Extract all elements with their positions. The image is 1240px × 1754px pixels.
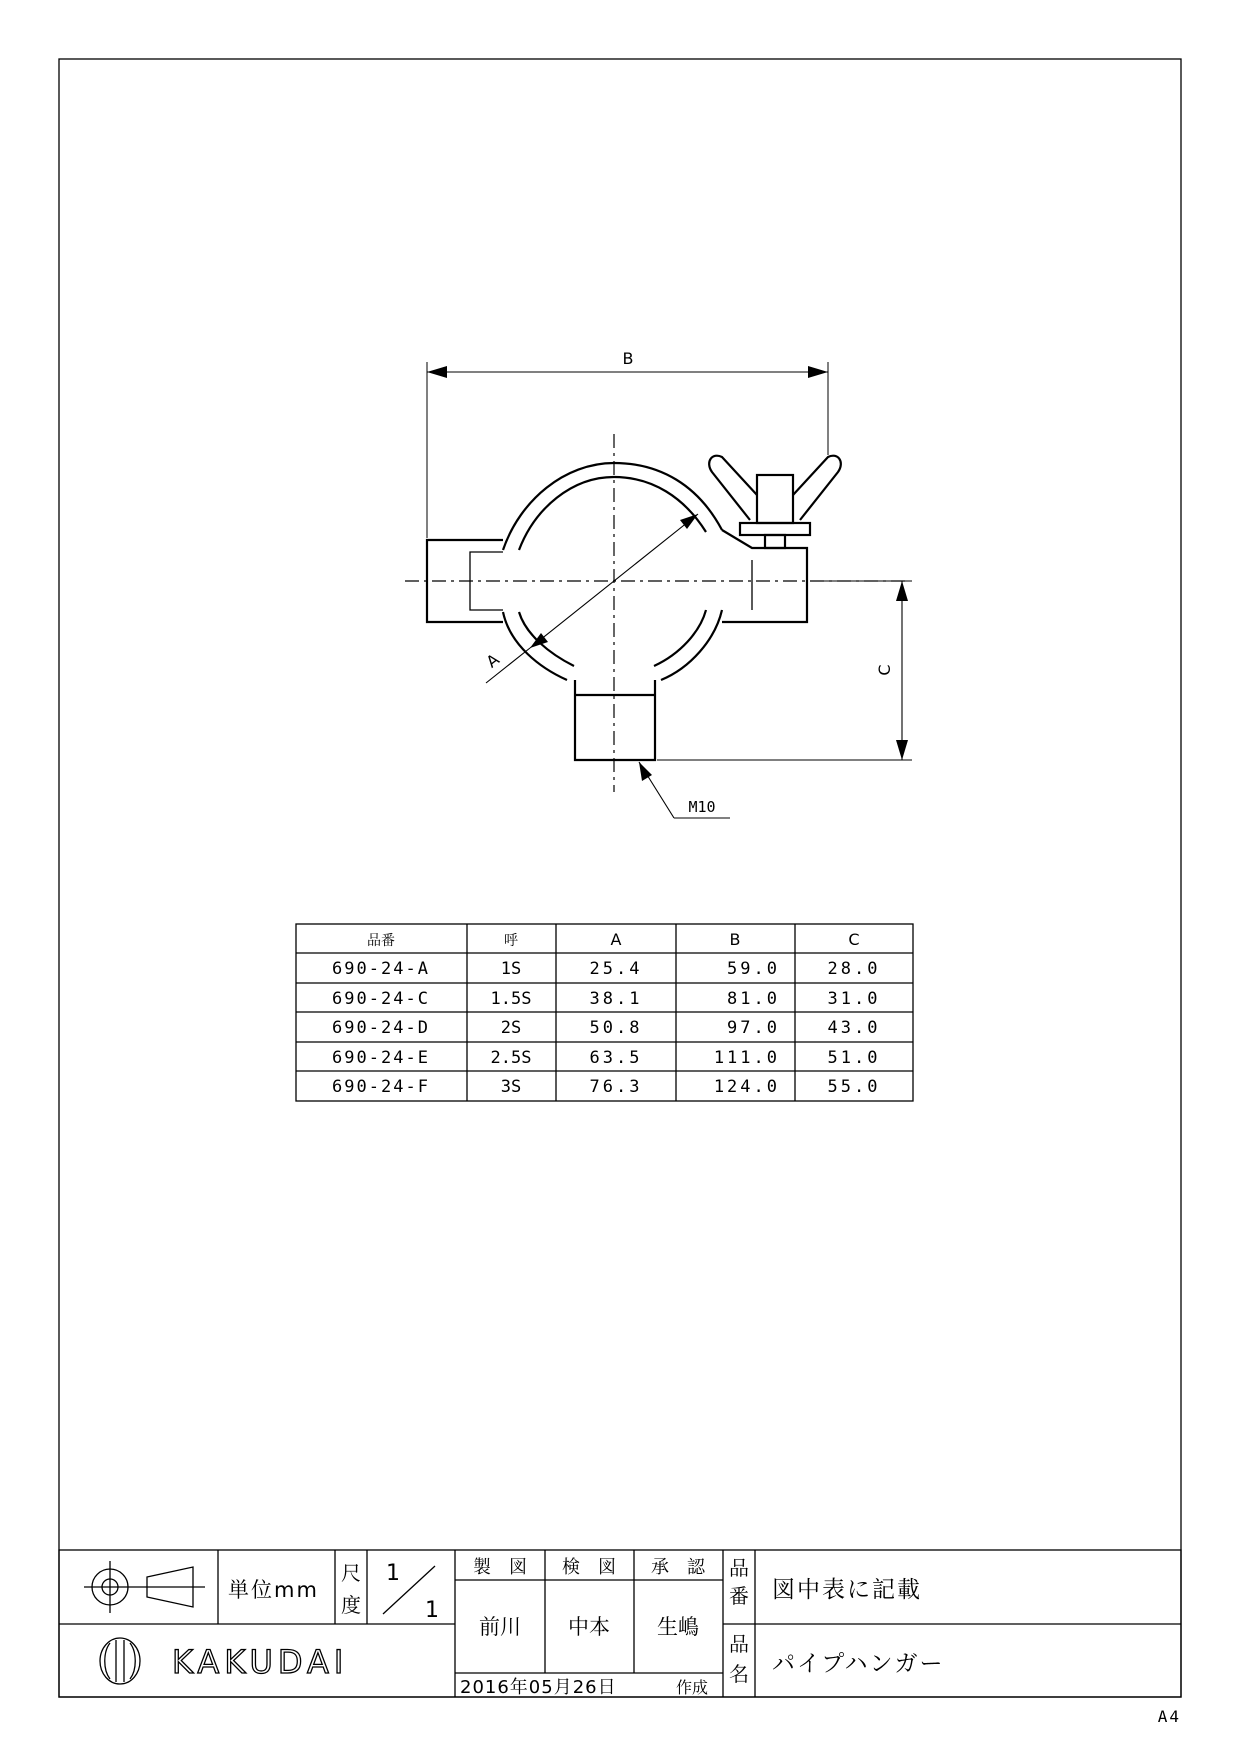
third-angle-projection-icon: [84, 1561, 205, 1613]
pipe-hanger-drawing: [405, 349, 912, 818]
part-name-label-1: 品: [729, 1632, 749, 1656]
table-row: [332, 1077, 880, 1097]
dim-c-label: C: [875, 664, 894, 676]
svg-text:690-24-C: 690-24-C: [332, 989, 430, 1009]
svg-text:51.0: 51.0: [827, 1048, 881, 1068]
part-no-label-1: 品: [729, 1556, 749, 1580]
svg-text:59.0: 59.0: [727, 959, 780, 979]
svg-text:43.0: 43.0: [827, 1018, 881, 1038]
svg-text:690-24-A: 690-24-A: [332, 959, 430, 979]
table-header-a: A: [610, 930, 622, 949]
svg-text:1.5S: 1.5S: [490, 989, 532, 1009]
scale-label-2: 度: [341, 1593, 361, 1617]
scale-denominator: 1: [425, 1598, 439, 1623]
table-row: [332, 959, 880, 979]
svg-text:111.0: 111.0: [713, 1048, 780, 1068]
table-row: [332, 989, 880, 1009]
scale-label-1: 尺: [341, 1561, 361, 1585]
ring-inner: [519, 477, 706, 666]
svg-text:50.8: 50.8: [589, 1018, 643, 1038]
svg-text:25.4: 25.4: [589, 959, 643, 979]
svg-text:31.0: 31.0: [827, 989, 881, 1009]
table-row: [332, 1048, 880, 1068]
table-header-c: C: [848, 930, 860, 949]
created-date: 2016年05月26日: [460, 1677, 617, 1698]
svg-text:2S: 2S: [500, 1018, 522, 1038]
company-name: KAKUDAI: [172, 1643, 349, 1681]
spec-table: [296, 924, 913, 1101]
part-name-value: パイプハンガー: [772, 1651, 945, 1677]
svg-text:38.1: 38.1: [589, 989, 643, 1009]
svg-text:3S: 3S: [500, 1077, 522, 1097]
svg-text:76.3: 76.3: [589, 1077, 643, 1097]
svg-text:55.0: 55.0: [827, 1077, 881, 1097]
svg-text:97.0: 97.0: [727, 1018, 780, 1038]
part-name-label-2: 名: [729, 1662, 749, 1686]
svg-text:1S: 1S: [500, 959, 522, 979]
dim-b-label: B: [622, 349, 634, 368]
svg-text:81.0: 81.0: [727, 989, 780, 1009]
part-no-label-2: 番: [729, 1584, 749, 1608]
svg-text:690-24-E: 690-24-E: [332, 1048, 430, 1068]
svg-text:124.0: 124.0: [713, 1077, 780, 1097]
threaded-stud: [575, 680, 655, 760]
kakudai-logo-icon: [100, 1638, 140, 1684]
svg-text:63.5: 63.5: [589, 1048, 643, 1068]
part-no-value: 図中表に記載: [772, 1577, 922, 1603]
scale-numerator: 1: [386, 1561, 400, 1586]
thread-label: M10: [688, 798, 716, 816]
table-header-part-no: 品番: [367, 933, 395, 949]
svg-text:28.0: 28.0: [827, 959, 881, 979]
title-block: [59, 1550, 1181, 1698]
created-label: 作成: [676, 1678, 709, 1697]
checked-label: 検 図: [562, 1557, 616, 1578]
dim-a-label: A: [482, 649, 503, 672]
drawn-label: 製 図: [473, 1557, 527, 1578]
ring-outer: [503, 463, 722, 680]
approved-by: 生嶋: [657, 1615, 699, 1639]
checked-by: 中本: [568, 1615, 610, 1639]
approved-label: 承 認: [651, 1557, 705, 1578]
table-header-nominal: 呼: [504, 933, 518, 949]
table-header-b: B: [729, 930, 741, 949]
sheet-border: [59, 59, 1181, 1697]
svg-text:2.5S: 2.5S: [490, 1048, 532, 1068]
table-row: [332, 1018, 880, 1038]
drawn-by: 前川: [479, 1615, 521, 1639]
unit-label: 単位mm: [228, 1578, 319, 1602]
svg-text:690-24-F: 690-24-F: [332, 1077, 430, 1097]
sheet-size-label: A4: [1157, 1707, 1181, 1726]
svg-text:690-24-D: 690-24-D: [332, 1018, 430, 1038]
